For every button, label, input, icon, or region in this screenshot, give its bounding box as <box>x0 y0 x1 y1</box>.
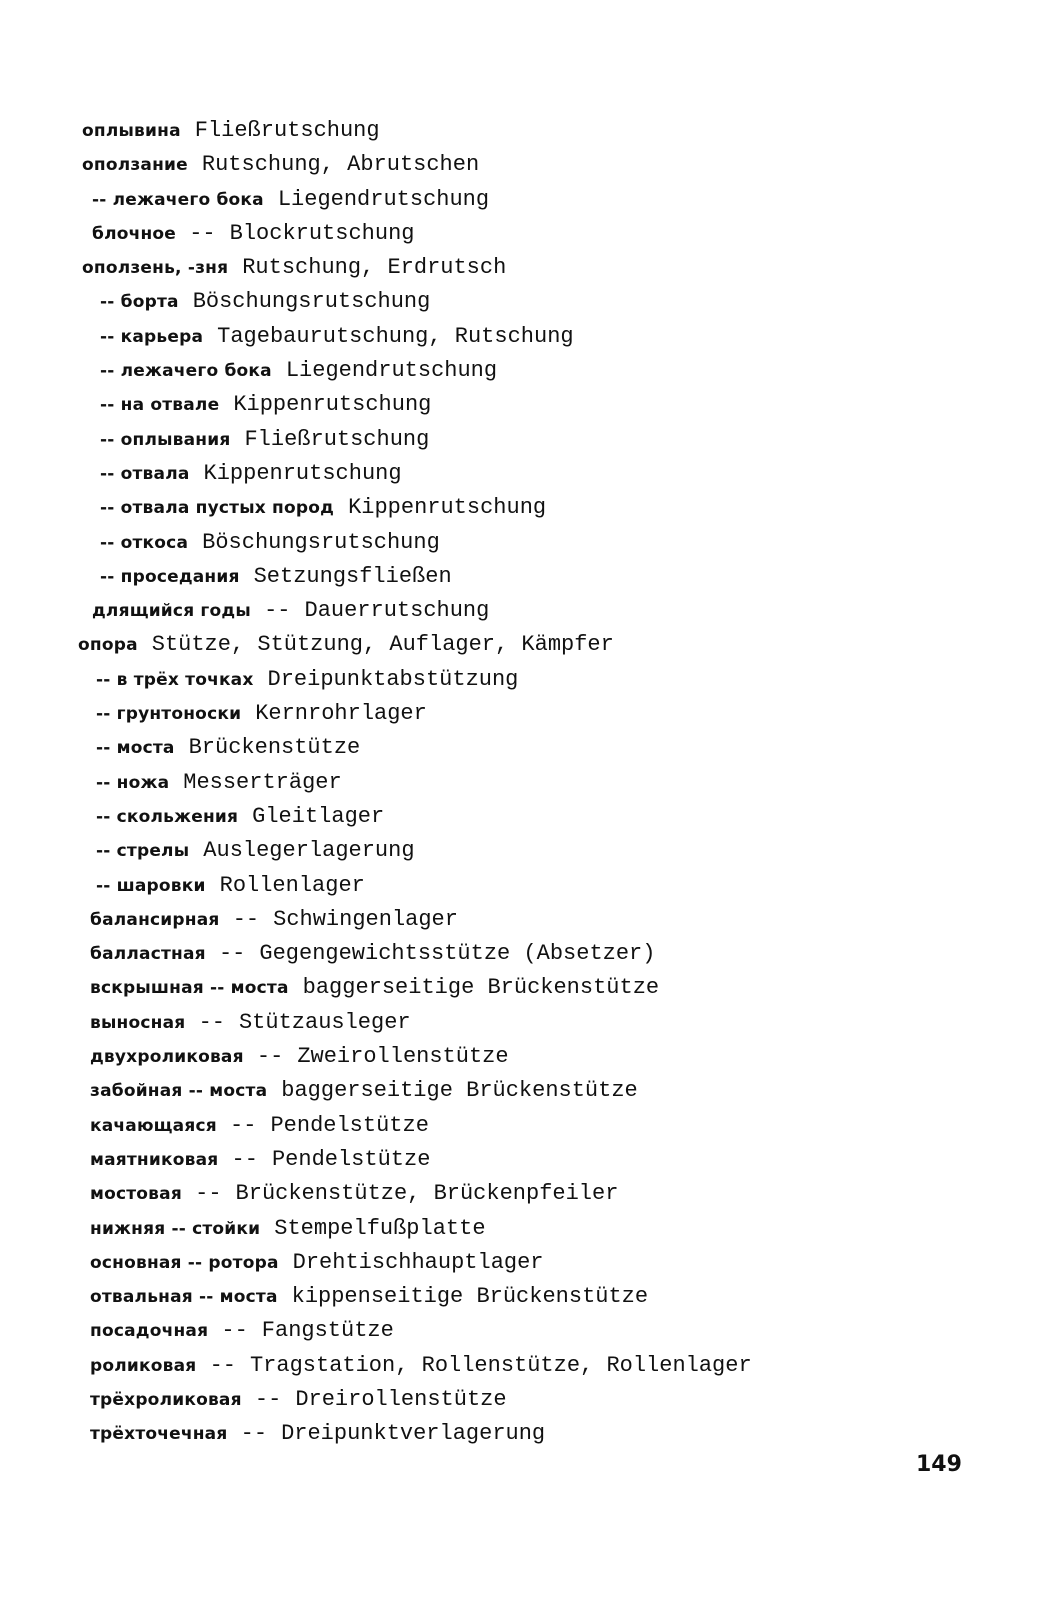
russian-term: -- скольжения <box>96 806 239 827</box>
german-translation: Stützausleger <box>238 1009 411 1035</box>
russian-term: -- проседания <box>100 566 240 587</box>
russian-term: -- отвала пустых пород <box>100 498 335 519</box>
dictionary-entry <box>0 215 1060 249</box>
russian-term: -- борта <box>100 292 179 313</box>
german-translation: Dauerrutschung <box>304 598 490 624</box>
german-translation: baggerseitige Brückenstütze <box>281 1078 638 1104</box>
russian-term: роликовая <box>90 1355 197 1376</box>
dictionary-entry <box>0 112 1060 146</box>
dictionary-entry <box>0 798 1060 832</box>
russian-term: посадочная <box>90 1321 209 1342</box>
german-translation: Kernrohrlager <box>255 701 427 727</box>
german-translation: Fließrutschung <box>244 426 430 452</box>
russian-term: отвальная -- моста <box>90 1287 278 1308</box>
german-translation: Blockrutschung <box>229 220 415 246</box>
russian-term: оползень, -зня <box>82 258 229 279</box>
term-separator: -- <box>185 1009 225 1035</box>
german-translation: Drehtischhauptlager <box>292 1249 544 1275</box>
german-translation: Böschungsrutschung <box>202 529 440 555</box>
dictionary-entry <box>0 969 1060 1003</box>
german-translation: Böschungsrutschung <box>192 289 431 315</box>
german-translation: Stütze, Stützung, Auflager, Kämpfer <box>151 632 614 658</box>
german-translation: Gegengewichtsstütze (Absetzer) <box>259 941 656 967</box>
russian-term: -- в трёх точках <box>96 669 254 690</box>
dictionary-entry <box>0 729 1060 763</box>
russian-term: мостовая <box>90 1184 182 1205</box>
dictionary-entry <box>0 832 1060 866</box>
russian-term: длящийся годы <box>92 601 251 622</box>
term-separator: -- <box>241 1386 282 1412</box>
dictionary-entry <box>0 455 1060 489</box>
russian-term: маятниковая <box>90 1149 219 1170</box>
german-translation: Rollenlager <box>219 872 365 898</box>
german-translation: Pendelstütze <box>271 1146 431 1172</box>
dictionary-entry <box>0 935 1060 969</box>
russian-term: двухроликовая <box>90 1047 244 1068</box>
term-separator: -- <box>227 1421 268 1447</box>
dictionary-entry <box>0 1175 1060 1209</box>
german-translation: Brückenstütze, Brückenpfeiler <box>235 1181 619 1207</box>
german-translation: Rutschung, Abrutschen <box>201 152 480 178</box>
german-translation: Zweirollenstütze <box>297 1044 509 1070</box>
russian-term: -- ножа <box>96 772 170 793</box>
russian-term: трёхточечная <box>90 1424 228 1445</box>
dictionary-entry <box>0 1244 1060 1278</box>
russian-term: -- шаровки <box>96 875 206 896</box>
german-translation: Rutschung, Erdrutsch <box>242 255 507 281</box>
russian-term: забойная -- моста <box>90 1081 268 1102</box>
russian-term: -- стрелы <box>96 841 190 862</box>
dictionary-entry <box>0 318 1060 352</box>
german-translation: Pendelstütze <box>270 1112 429 1138</box>
russian-term: блочное <box>92 223 177 244</box>
german-translation: Kippenrutschung <box>203 460 402 486</box>
german-translation: Dreipunktabstützung <box>267 666 519 692</box>
dictionary-entry <box>0 1381 1060 1415</box>
dictionary-entry <box>0 1038 1060 1072</box>
term-separator: -- <box>208 1318 248 1344</box>
german-translation: Tragstation, Rollenstütze, Rollenlager <box>249 1352 752 1378</box>
dictionary-entry <box>0 695 1060 729</box>
dictionary-entry <box>0 283 1060 317</box>
page-number: 149 <box>916 1452 962 1477</box>
german-translation: Gleitlager <box>252 803 385 829</box>
russian-term: балластная <box>90 944 206 965</box>
term-separator: -- <box>218 1146 258 1172</box>
term-separator: -- <box>219 906 260 932</box>
german-translation: Stempelfußplatte <box>274 1215 486 1241</box>
dictionary-entry <box>0 1312 1060 1346</box>
russian-term: оплывина <box>82 121 181 141</box>
german-translation: kippenseitige Brückenstütze <box>291 1284 649 1310</box>
russian-term: -- отвала <box>100 463 190 484</box>
dictionary-entry <box>0 1210 1060 1244</box>
dictionary-entry <box>0 1141 1060 1175</box>
russian-term: -- на отвале <box>100 395 220 416</box>
german-translation: baggerseitige Brückenstütze <box>302 975 660 1001</box>
german-translation: Auslegerlagerung <box>203 838 415 864</box>
term-separator: -- <box>181 1181 222 1207</box>
dictionary-entry <box>0 1072 1060 1106</box>
russian-term: -- грунтоноски <box>96 704 242 725</box>
russian-term: -- лежачего бока <box>100 361 272 382</box>
term-separator: -- <box>243 1044 284 1070</box>
dictionary-entry <box>0 249 1060 283</box>
russian-term: балансирная <box>90 909 220 930</box>
term-separator: -- <box>176 220 216 246</box>
dictionary-entry <box>0 558 1060 592</box>
russian-term: опора <box>78 635 138 656</box>
german-translation: Kippenrutschung <box>348 495 547 521</box>
german-translation: Fangstütze <box>261 1318 394 1344</box>
dictionary-entry <box>0 352 1060 386</box>
russian-term: вскрышная -- моста <box>90 978 289 999</box>
german-translation: Kippenrutschung <box>233 392 432 418</box>
russian-term: основная -- ротора <box>90 1252 279 1273</box>
german-translation: Setzungsfließen <box>253 563 452 589</box>
russian-term: качающаяся <box>90 1115 217 1136</box>
russian-term: оползание <box>82 155 188 176</box>
dictionary-entry <box>0 661 1060 695</box>
dictionary-entry <box>0 901 1060 935</box>
dictionary-entry <box>0 1004 1060 1038</box>
russian-term: -- карьера <box>100 326 204 347</box>
dictionary-entry <box>0 524 1060 558</box>
dictionary-entry <box>0 626 1060 660</box>
german-translation: Schwingenlager <box>273 906 458 932</box>
dictionary-entry <box>0 146 1060 180</box>
german-translation: Fließrutschung <box>194 118 380 143</box>
dictionary-entry <box>0 386 1060 420</box>
german-translation: Liegendrutschung <box>285 358 498 384</box>
dictionary-entry <box>0 421 1060 455</box>
russian-term: -- оплывания <box>100 429 231 450</box>
german-translation: Messerträger <box>183 769 342 795</box>
entry-list <box>0 112 1060 1450</box>
term-separator: -- <box>250 598 291 624</box>
german-translation: Liegendrutschung <box>277 186 490 212</box>
russian-term: трёхроликовая <box>90 1389 242 1410</box>
german-translation: Brückenstütze <box>188 735 361 761</box>
german-translation: Dreipunktverlagerung <box>281 1421 546 1447</box>
dictionary-entry <box>0 1107 1060 1141</box>
dictionary-entry <box>0 764 1060 798</box>
dictionary-entry <box>0 592 1060 626</box>
russian-term: -- откоса <box>100 532 189 553</box>
russian-term: нижняя -- стойки <box>90 1218 261 1239</box>
dictionary-entry <box>0 1347 1060 1381</box>
dictionary-entry <box>0 1278 1060 1312</box>
dictionary-entry <box>0 489 1060 523</box>
term-separator: -- <box>216 1112 257 1138</box>
term-separator: -- <box>196 1352 236 1378</box>
russian-term: выносная <box>90 1012 186 1033</box>
russian-term: -- лежачего бока <box>92 189 264 210</box>
german-translation: Tagebaurutschung, Rutschung <box>217 323 574 349</box>
dictionary-entry <box>0 867 1060 901</box>
dictionary-entry <box>0 181 1060 215</box>
dictionary-entry <box>0 1415 1060 1449</box>
german-translation: Dreirollenstütze <box>295 1386 507 1412</box>
term-separator: -- <box>205 941 246 967</box>
russian-term: -- моста <box>96 738 175 759</box>
